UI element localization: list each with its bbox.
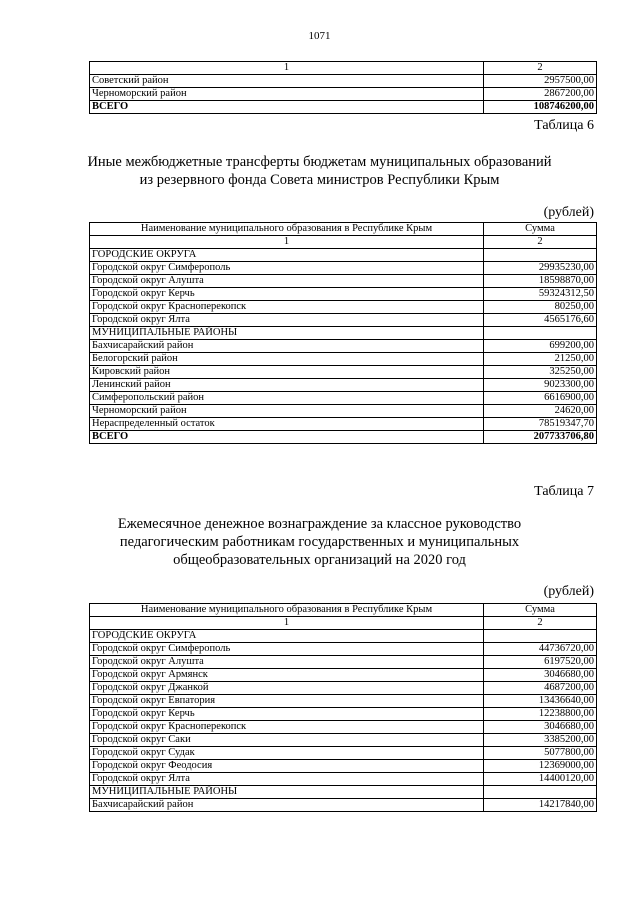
- table-row: [90, 669, 597, 682]
- row-name: Кировский район: [90, 366, 484, 379]
- total-value: 108746200,00: [484, 101, 597, 114]
- section-title: МУНИЦИПАЛЬНЫЕ РАЙОНЫ: [90, 327, 484, 340]
- header-sum: Сумма: [484, 604, 597, 617]
- row-name: Городской округ Симферополь: [90, 262, 484, 275]
- column-number: 1: [90, 617, 484, 630]
- table6-title-line1: Иные межбюджетные трансферты бюджетам муниципальных образований: [87, 154, 552, 170]
- column-number: 1: [90, 62, 484, 75]
- table6: [89, 222, 597, 444]
- table-row: [90, 643, 597, 656]
- row-name: Городской округ Джанкой: [90, 682, 484, 695]
- header-row: [90, 604, 597, 617]
- total-value: 207733706,80: [484, 431, 597, 444]
- row-value: 2957500,00: [484, 75, 597, 88]
- table-row: [90, 88, 597, 101]
- row-value: 29935230,00: [484, 262, 597, 275]
- table-row: [90, 262, 597, 275]
- empty-cell: [484, 249, 597, 262]
- table-row: [90, 721, 597, 734]
- row-value: 4687200,00: [484, 682, 597, 695]
- column-number: 2: [484, 236, 597, 249]
- empty-cell: [484, 786, 597, 799]
- header-name: Наименование муниципального образования в Республике Крым: [90, 223, 484, 236]
- table-row: [90, 760, 597, 773]
- row-value: 78519347,70: [484, 418, 597, 431]
- row-name: Ленинский район: [90, 379, 484, 392]
- row-name: Городской округ Керчь: [90, 288, 484, 301]
- header-name: Наименование муниципального образования в Республике Крым: [90, 604, 484, 617]
- table-row: [90, 656, 597, 669]
- row-value: 6616900,00: [484, 392, 597, 405]
- column-number: 1: [90, 236, 484, 249]
- table-row: [90, 734, 597, 747]
- row-name: Городской округ Алушта: [90, 656, 484, 669]
- table-row: [90, 708, 597, 721]
- row-name: Городской округ Армянск: [90, 669, 484, 682]
- row-name: Городской округ Судак: [90, 747, 484, 760]
- row-name: Черноморский район: [90, 405, 484, 418]
- section-title: ГОРОДСКИЕ ОКРУГА: [90, 249, 484, 262]
- row-value: 4565176,60: [484, 314, 597, 327]
- row-value: 6197520,00: [484, 656, 597, 669]
- column-number: 2: [484, 62, 597, 75]
- table-row: [90, 695, 597, 708]
- section-row: [90, 327, 597, 340]
- section-title: ГОРОДСКИЕ ОКРУГА: [90, 630, 484, 643]
- row-value: 12238800,00: [484, 708, 597, 721]
- header-sum: Сумма: [484, 223, 597, 236]
- row-value: 3385200,00: [484, 734, 597, 747]
- row-value: 18598870,00: [484, 275, 597, 288]
- table-row: [90, 288, 597, 301]
- table7: [89, 603, 597, 812]
- section-title: МУНИЦИПАЛЬНЫЕ РАЙОНЫ: [90, 786, 484, 799]
- row-value: 44736720,00: [484, 643, 597, 656]
- table-row: [90, 353, 597, 366]
- row-name: Бахчисарайский район: [90, 340, 484, 353]
- row-value: 699200,00: [484, 340, 597, 353]
- table7-title-line2: педагогическим работникам государственных и муниципальных: [119, 534, 520, 550]
- row-name: Городской округ Алушта: [90, 275, 484, 288]
- table6-title-line2: из резервного фонда Совета министров Республики Крым: [139, 172, 500, 188]
- row-name: Городской округ Феодосия: [90, 760, 484, 773]
- header-row: [90, 223, 597, 236]
- table7-title-line3: общеобразовательных организаций на 2020 год: [173, 552, 466, 568]
- total-row: [90, 101, 597, 114]
- total-label: ВСЕГО: [90, 431, 484, 444]
- row-value: 3046680,00: [484, 721, 597, 734]
- table-row: [90, 405, 597, 418]
- table7-unit: (рублей): [543, 584, 594, 599]
- section-row: [90, 249, 597, 262]
- column-number-row: [90, 62, 597, 75]
- row-value: 12369000,00: [484, 760, 597, 773]
- row-value: 2867200,00: [484, 88, 597, 101]
- row-value: 3046680,00: [484, 669, 597, 682]
- column-number-row: [90, 617, 597, 630]
- table-row: [90, 301, 597, 314]
- row-name: Городской округ Ялта: [90, 314, 484, 327]
- row-name: Белогорский район: [90, 353, 484, 366]
- table-row: [90, 392, 597, 405]
- row-name: Советский район: [90, 75, 484, 88]
- row-name: Черноморский район: [90, 88, 484, 101]
- row-name: Симферопольский район: [90, 392, 484, 405]
- table-row: [90, 366, 597, 379]
- row-name: Городской округ Евпатория: [90, 695, 484, 708]
- table-row: [90, 773, 597, 786]
- table-row: [90, 747, 597, 760]
- empty-cell: [484, 630, 597, 643]
- table6-unit: (рублей): [543, 205, 594, 220]
- total-label: ВСЕГО: [90, 101, 484, 114]
- table7-label: Таблица 7: [534, 484, 594, 499]
- row-name: Городской округ Керчь: [90, 708, 484, 721]
- empty-cell: [484, 327, 597, 340]
- table-row: [90, 418, 597, 431]
- section-row: [90, 630, 597, 643]
- row-value: 9023300,00: [484, 379, 597, 392]
- total-row: [90, 431, 597, 444]
- column-number-row: [90, 236, 597, 249]
- row-value: 59324312,50: [484, 288, 597, 301]
- column-number: 2: [484, 617, 597, 630]
- table-row: [90, 275, 597, 288]
- row-name: Городской округ Красноперекопск: [90, 301, 484, 314]
- page-number: 1071: [308, 30, 331, 42]
- row-name: Городской округ Ялта: [90, 773, 484, 786]
- row-name: Городской округ Красноперекопск: [90, 721, 484, 734]
- table6-label: Таблица 6: [534, 118, 594, 133]
- row-value: 13436640,00: [484, 695, 597, 708]
- row-value: 80250,00: [484, 301, 597, 314]
- row-value: 14400120,00: [484, 773, 597, 786]
- row-value: 21250,00: [484, 353, 597, 366]
- table-row: [90, 314, 597, 327]
- row-name: Бахчисарайский район: [90, 799, 484, 812]
- continuation-table: [89, 61, 597, 114]
- table-row: [90, 379, 597, 392]
- table7-title-line1: Ежемесячное денежное вознаграждение за классное руководство: [117, 516, 522, 532]
- row-value: 325250,00: [484, 366, 597, 379]
- row-name: Городской округ Симферополь: [90, 643, 484, 656]
- table-row: [90, 75, 597, 88]
- table-row: [90, 799, 597, 812]
- row-value: 24620,00: [484, 405, 597, 418]
- row-name: Нераспределенный остаток: [90, 418, 484, 431]
- section-row: [90, 786, 597, 799]
- table-row: [90, 340, 597, 353]
- table-row: [90, 682, 597, 695]
- row-value: 14217840,00: [484, 799, 597, 812]
- row-value: 5077800,00: [484, 747, 597, 760]
- row-name: Городской округ Саки: [90, 734, 484, 747]
